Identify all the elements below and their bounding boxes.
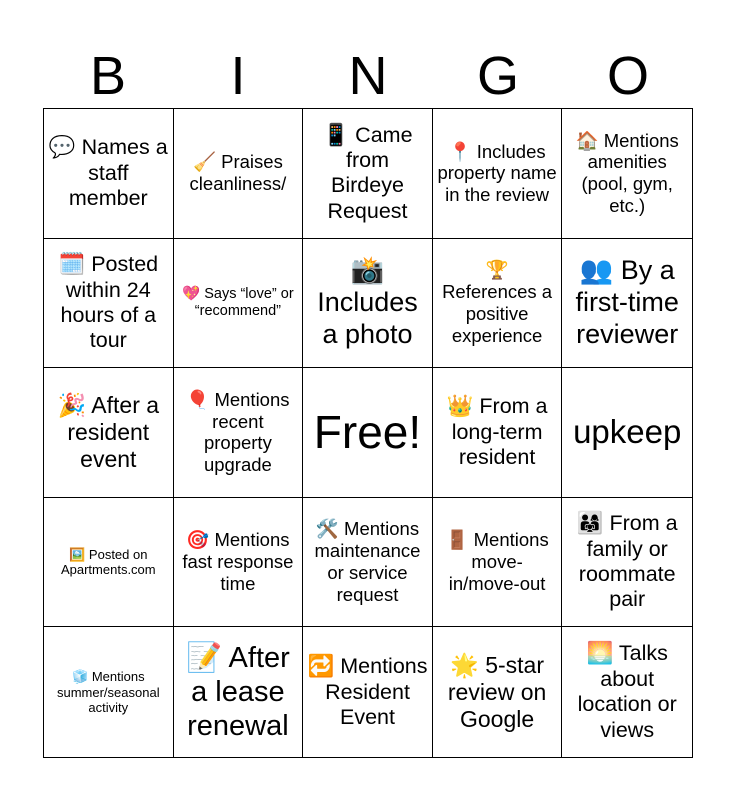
header-letter-n: N [348,46,388,106]
bingo-cell[interactable]: 💖 Says “love” or “recommend” [174,239,304,369]
bingo-cell[interactable]: 🧹 Praises cleanliness/ [174,109,304,239]
bingo-cell[interactable]: 🎉 After a resident event [44,368,174,498]
bingo-cell[interactable]: 🌟 5-star review on Google [433,627,563,757]
bingo-cell[interactable]: 🚪 Mentions move-in/move-out [433,498,563,628]
free-cell[interactable]: Free! [303,368,433,498]
bingo-cell[interactable]: 👨‍👩‍👧 From a family or roommate pair [562,498,692,628]
bingo-cell[interactable]: 🧊 Mentions summer/seasonal activity [44,627,174,757]
bingo-cell[interactable]: 💬 Names a staff member [44,109,174,239]
bingo-cell[interactable]: 📍 Includes property name in the review [433,109,563,239]
header-letter-o: O [606,46,649,106]
header-letter-b: B [89,46,127,106]
bingo-cell[interactable]: 📱 Came from Birdeye Request [303,109,433,239]
header-letter-g: G [476,46,519,106]
bingo-cell[interactable]: 🎯 Mentions fast response time [174,498,304,628]
bingo-cell[interactable]: 🗓️ Posted within 24 hours of a tour [44,239,174,369]
bingo-cell[interactable]: 🛠️ Mentions maintenance or service request [303,498,433,628]
bingo-cell[interactable]: 🖼️ Posted on Apartments.com [44,498,174,628]
header-letter-i: I [230,46,246,106]
bingo-cell[interactable]: 📝 After a lease renewal [174,627,304,757]
bingo-cell[interactable]: 🌅 Talks about location or views [577,641,677,742]
bingo-cell[interactable]: 👑 From a long-term resident [433,368,563,498]
bingo-cell[interactable]: 🏠 Mentions amenities (pool, gym, etc.) [562,109,692,239]
bingo-cell[interactable]: 🔁 Mentions Resident Event [303,627,433,757]
bingo-cell[interactable]: upkeep [562,368,692,498]
bingo-cell[interactable]: 📸 Includes a photo [303,239,433,369]
bingo-cell[interactable]: 🎈 Mentions recent property upgrade [174,368,304,498]
bingo-grid [43,108,693,758]
bingo-header [43,44,693,108]
bingo-cell[interactable]: 🏆 References a positive experience [433,239,563,369]
bingo-cell[interactable]: 👥 By a first-time reviewer [562,239,692,369]
